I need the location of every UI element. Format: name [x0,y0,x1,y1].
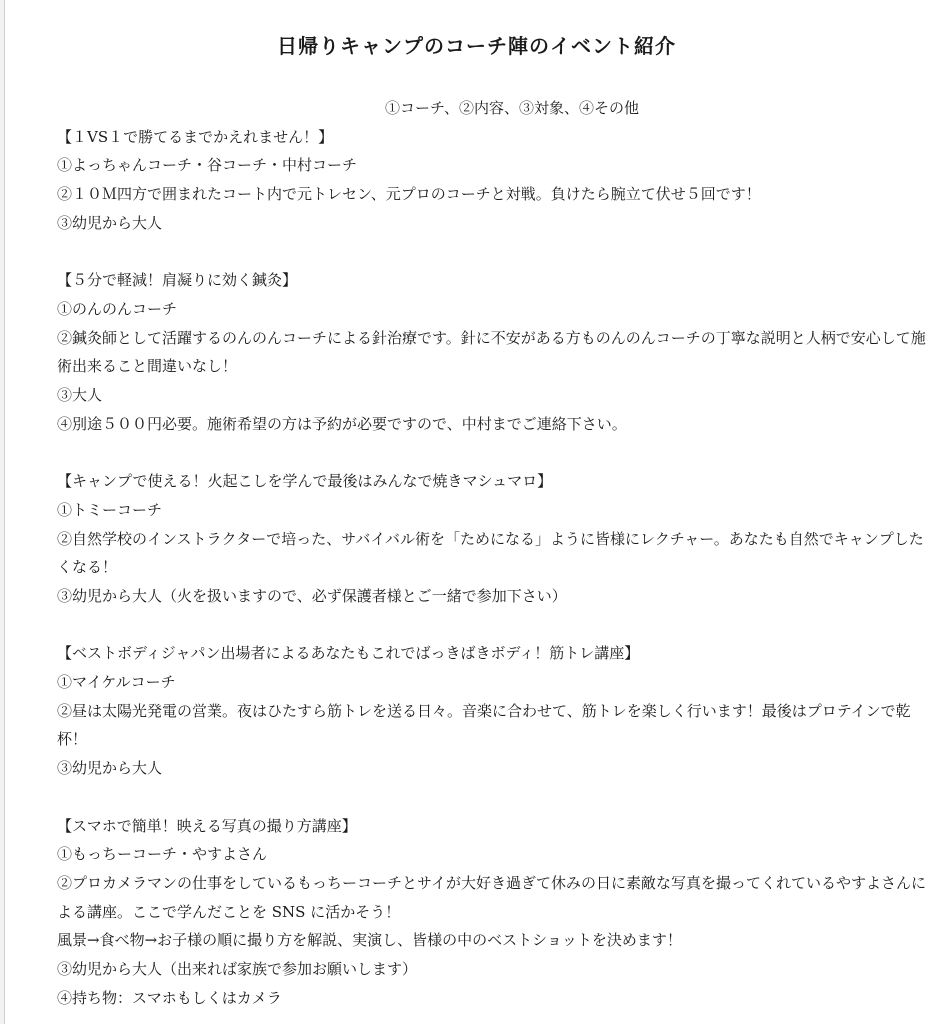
spacer [57,783,927,812]
legend-line: ①コーチ、②内容、③対象、④その他 [385,99,639,117]
event-section [57,639,927,783]
document-body [57,94,927,1012]
event-heading: 【１VS１で勝てるまでかえれません！】 [57,127,334,146]
event-target-line: ③幼児から大人 [57,213,163,232]
event-other-line: ④別途５００円必要。施術希望の方は予約が必要ですので、中村までご連絡下さい。 [57,414,627,433]
document-page [4,0,948,1024]
event-content-line: ②鍼灸師として活躍するのんのんコーチによる針治療です。針に不安がある方ものんのんコーチの丁寧な説明と人柄で安心して施術出来ること間違いなし！ [57,328,926,376]
event-section [57,266,927,438]
event-target-line: ③大人 [57,386,103,405]
event-section [57,812,927,1013]
event-heading: 【ベストボディジャパン出場者によるあなたもこれでばっきばきボディ！筋トレ講座】 [57,644,640,663]
event-section [57,467,927,611]
event-content-line: ②１０Ｍ四方で囲まれたコート内で元トレセン、元プロのコーチと対戦。負けたら腕立て伏せ５回です！ [57,185,761,204]
event-content-line: ②昼は太陽光発電の営業。夜はひたすら筋トレを送る日々。音楽に合わせて、筋トレを楽しく行います！最後はプロテインで乾杯！ [57,701,911,749]
spacer [57,238,927,267]
event-target-line: ③幼児から大人 [57,759,163,778]
event-content-line: ②プロカメラマンの仕事をしているもっちーコーチとサイが大好き過ぎて休みの日に素敵な写真を撮ってくれているやすよさんによる講座。ここで学んだことを SNS に活かそう！ [57,873,926,921]
event-coach-line: ①もっちーコーチ・やすよさん [57,845,268,864]
event-content-line: 風景→食べ物→お子様の順に撮り方を解説、実演し、皆様の中のベストショットを決めます！ [57,931,682,950]
document-title: 日帰りキャンプのコーチ陣のイベント紹介 [277,34,676,58]
event-target-line: ③幼児から大人（出来れば家族で参加お願いします） [57,960,418,979]
event-coach-line: ①のんのんコーチ [57,299,178,318]
event-heading: 【５分で軽減！肩凝りに効く鍼灸】 [57,271,298,290]
event-other-line: ④持ち物：スマホもしくはカメラ [57,988,282,1007]
event-coach-line: ①トミーコーチ [57,500,163,519]
spacer [57,611,927,640]
event-heading: 【スマホで簡単！映える写真の撮り方講座】 [57,816,357,835]
spacer [57,438,927,467]
event-content-line: ②自然学校のインストラクターで培った、サバイバル術を「ためになる」ように皆様にレクチャー。あなたも自然でキャンプしたくなる！ [57,529,924,577]
event-section [57,123,927,238]
event-coach-line: ①よっちゃんコーチ・谷コーチ・中村コーチ [57,156,358,175]
event-coach-line: ①マイケルコーチ [57,673,176,692]
event-heading: 【キャンプで使える！火起こしを学んで最後はみんなで焼きマシュマロ】 [57,472,553,491]
event-target-line: ③幼児から大人（火を扱いますので、必ず保護者様とご一緒で参加下さい） [57,586,567,605]
